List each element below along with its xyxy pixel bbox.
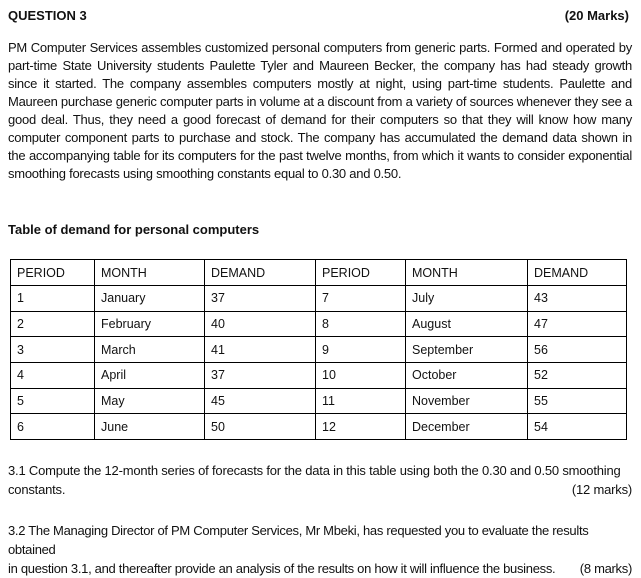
cell-month: June <box>95 414 205 440</box>
cell-demand: 50 <box>205 414 316 440</box>
header-month-2: MONTH <box>406 260 528 286</box>
cell-demand: 43 <box>528 286 627 312</box>
cell-period: 4 <box>11 363 95 389</box>
table-header-row <box>11 260 627 286</box>
table-row <box>11 286 627 312</box>
table-row <box>11 414 627 440</box>
cell-period: 8 <box>316 311 406 337</box>
cell-demand: 37 <box>205 286 316 312</box>
table-row <box>11 363 627 389</box>
question-3-2-text-end: in question 3.1, and thereafter provide an analysis of the results on how it will influence the business. <box>8 561 556 576</box>
cell-month: July <box>406 286 528 312</box>
question-3-2-text: 3.2 The Managing Director of PM Computer Services, Mr Mbeki, has requested you to evaluate the results obtained <box>8 523 589 557</box>
table-row <box>11 388 627 414</box>
header-period: PERIOD <box>11 260 95 286</box>
question-marks: (20 Marks) <box>564 7 629 23</box>
question-3-1-text-end: constants. <box>8 482 66 497</box>
header-demand: DEMAND <box>205 260 316 286</box>
cell-demand: 41 <box>205 337 316 363</box>
question-3-2-last-line <box>8 559 632 578</box>
question-3-2-marks: (8 marks) <box>579 561 632 576</box>
cell-period: 12 <box>316 414 406 440</box>
table-row <box>11 337 627 363</box>
cell-demand: 55 <box>528 388 627 414</box>
question-header <box>8 5 629 25</box>
cell-period: 3 <box>11 337 95 363</box>
cell-month: October <box>406 363 528 389</box>
header-demand-2: DEMAND <box>528 260 627 286</box>
cell-period: 11 <box>316 388 406 414</box>
cell-month: February <box>95 311 205 337</box>
cell-period: 2 <box>11 311 95 337</box>
cell-month: September <box>406 337 528 363</box>
cell-demand: 52 <box>528 363 627 389</box>
cell-period: 9 <box>316 337 406 363</box>
intro-paragraph: PM Computer Services assembles customized personal computers from generic parts. Formed and operated by part-time State University students Paulette Tyler and Maureen Becker, the company has had steady growth since it started. The company assembles computers mostly at night, using part-time students. Paulette and Maureen purchase generic computer parts in volume at a discount from a variety of sources whenever they see a good deal. Thus, they need a good forecast of demand for their computers so that they will know how many computer component parts to purchase and stock. The company has accumulated the demand data shown in the accompanying table for its computers for the past twelve months, from which it wants to consider exponential smoothing forecasts using smoothing constants equal to 0.30 and 0.50. <box>8 40 632 181</box>
cell-demand: 56 <box>528 337 627 363</box>
cell-month: May <box>95 388 205 414</box>
cell-month: March <box>95 337 205 363</box>
question-3-1-text: 3.1 Compute the 12-month series of forecasts for the data in this table using both the 0.30 and 0.50 smoothing <box>8 463 621 478</box>
cell-month: January <box>95 286 205 312</box>
cell-month: August <box>406 311 528 337</box>
cell-period: 5 <box>11 388 95 414</box>
cell-period: 10 <box>316 363 406 389</box>
header-month: MONTH <box>95 260 205 286</box>
question-3-2 <box>8 521 632 578</box>
cell-month: April <box>95 363 205 389</box>
cell-demand: 37 <box>205 363 316 389</box>
cell-demand: 45 <box>205 388 316 414</box>
cell-period: 7 <box>316 286 406 312</box>
question-3-1-last-line <box>8 480 632 499</box>
question-3-1-marks: (12 marks) <box>571 482 632 497</box>
table-caption: Table of demand for personal computers <box>8 222 260 237</box>
header-period-2: PERIOD <box>316 260 406 286</box>
cell-demand: 54 <box>528 414 627 440</box>
table-row <box>11 311 627 337</box>
cell-month: December <box>406 414 528 440</box>
cell-demand: 40 <box>205 311 316 337</box>
cell-demand: 47 <box>528 311 627 337</box>
cell-period: 1 <box>11 286 95 312</box>
cell-month: November <box>406 388 528 414</box>
question-3-1 <box>8 461 632 499</box>
cell-period: 6 <box>11 414 95 440</box>
question-title: QUESTION 3 <box>8 7 87 23</box>
demand-table <box>10 259 627 440</box>
